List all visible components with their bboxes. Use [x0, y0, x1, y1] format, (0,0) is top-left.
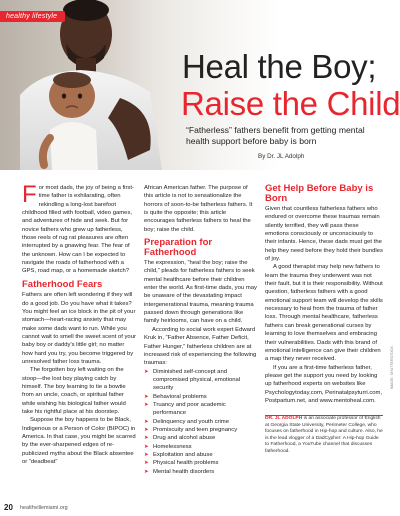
paragraph: The expression, “heal the boy; raise the child,” pleads for fatherless fathers to seek mental healthcare before their children enter the world. As first-time dads, you may be unaware of the devastating impact intergenerational trauma, meaning trauma passed down through generations like family heirlooms, can have on a child. [144, 260, 257, 325]
intro-paragraph [22, 181, 136, 276]
trauma-list [144, 368, 258, 476]
paragraph: According to social work expert Edward Kruk in, “Father Absence, Father Deficit, Father Hunger,” fatherless children are at increased risk of experiencing the following traumas: [144, 326, 257, 367]
list-item: ➤ Mental health disorders [144, 468, 258, 476]
page-number: 20 [4, 503, 13, 512]
paragraph: Suppose the boy happens to be Black, Indigenous or a Person of Color (BIPOC) in America. In that case, you might be scarred by the ever-sharpened edges of re-publicized myths about the Black absentee or “deadbeat” [22, 417, 136, 466]
paragraph: Given that countless fatherless fathers who endured or overcome these traumas remain silently terrified, they will pass these emotions consciously or unconsciously to their infants. Hence, these dads must get the help they need before they hold their bundles of joy. [265, 206, 383, 263]
paragraph: A good therapist may help new fathers to learn the trauma they underwent was not their fault, but it is their responsibility. Without question, fatherless fathers with a good emotional support team will develop the skills necessary to heal from the trauma of father loss. Through mental healthcare, fatherless fathers can break generational curses by learning to love themselves and embracing their vulnerabilities. Dads with this brand of emotional intelligence can give their children a map they never received. [265, 264, 383, 363]
subhead-fatherhood-fears: Fatherhood Fears [22, 278, 103, 290]
subhead-preparation: Preparation for Fatherhood [144, 237, 213, 258]
article-column-3 [265, 184, 383, 455]
paragraph: African American father. The purpose of this article is not to sensationalize the horrors of soon-to-be fatherless fathers. It is quite the opposite; this article encourages fatherless fathers to heal the boy; raise the child. [144, 185, 253, 233]
list-item: ➤ Diminished self-concept and compromised physical, emotional security [144, 368, 258, 393]
list-item: ➤ Truancy and poor academic performance [144, 401, 258, 418]
photo-credit: IMAGE: SHUTTERSTOCK [390, 346, 394, 389]
list-item: ➤ Drug and alcohol abuse [144, 434, 258, 442]
author-bio [265, 416, 383, 455]
page-footer [0, 502, 400, 516]
paragraph: The forgotten boy left waiting on the stoop—the lost boy playing catch by himself. The boy learning to tie a bowtie from an uncle, coach, or spiritual father while wishing his biological father would take his rightful place at his doorstep. [22, 367, 126, 416]
footer-site: healthvillemiami.org [20, 505, 68, 511]
list-item: ➤ Promiscuity and teen pregnancy [144, 426, 258, 434]
article-column-1 [22, 181, 136, 467]
father-and-baby-photo [0, 0, 175, 170]
drop-cap: F [22, 181, 37, 208]
headline-line1: Heal the Boy; [182, 48, 377, 85]
list-item: ➤ Homelessness [144, 443, 258, 451]
section-tab: healthy lifestyle [0, 11, 65, 22]
list-item: ➤ Physical health problems [144, 459, 258, 467]
author-bio-text: is an associate professor of English at Georgia State University, Perimeter College, who focuses on fatherhood in Hip-hop and culture. Also, he is the lead vlogger of a DadCypher: A Hip-hop Guide to Fatherhood, a YouTube channel that discusses fatherhood. [265, 416, 383, 454]
list-item: ➤ Exploitation and abuse [144, 451, 258, 459]
byline: By Dr. JL Adolph [258, 153, 305, 160]
deck-subtitle: “Fatherless” fathers benefit from getting mental health support before baby is born [186, 125, 365, 146]
author-name: DR. JL ADOLPH [265, 416, 303, 422]
paragraph: If you are a first-time fatherless father, please get the support you need by looking up fatherhood experts on websites like Psychologytoday.com, Perinatalpsyturri.com, Postpartum.net, and www.mentoheal.com. [265, 364, 383, 404]
list-item: ➤ Delinquency and youth crime [144, 418, 258, 426]
intro-text: or most dads, the joy of being a first-time father is exhilarating, often rekindling a long-lost barefoot childhood filled with football, video games, and adventures of hide and seek. But for novice fathers who grew up fatherless, those reels of rug rat pleasures are often interrupted by a gnawing fear. The fear of the unknown. How can I be expected to navigate the roads of fatherhood with a GPS, road map, or a homemade sketch? [22, 185, 134, 275]
paragraph: Fathers are often left wondering if they will do a good job. Do you have what it takes? You might feel an ice block in the pit of your stomach—heart-racing anxiety that may make some dads want to run. While you cannot wait to smell the sweet scent of your baby boy or daddy's little girl; no matter how hard you try, you become triggered by unresolved father loss trauma. [22, 292, 136, 366]
article-column-2 [144, 184, 258, 476]
headline-line2: Raise the Child [181, 85, 400, 122]
subhead-get-help: Get Help Before Baby is Born [265, 183, 374, 204]
list-item: ➤ Behavioral problems [144, 393, 258, 401]
hero-section [0, 0, 400, 170]
